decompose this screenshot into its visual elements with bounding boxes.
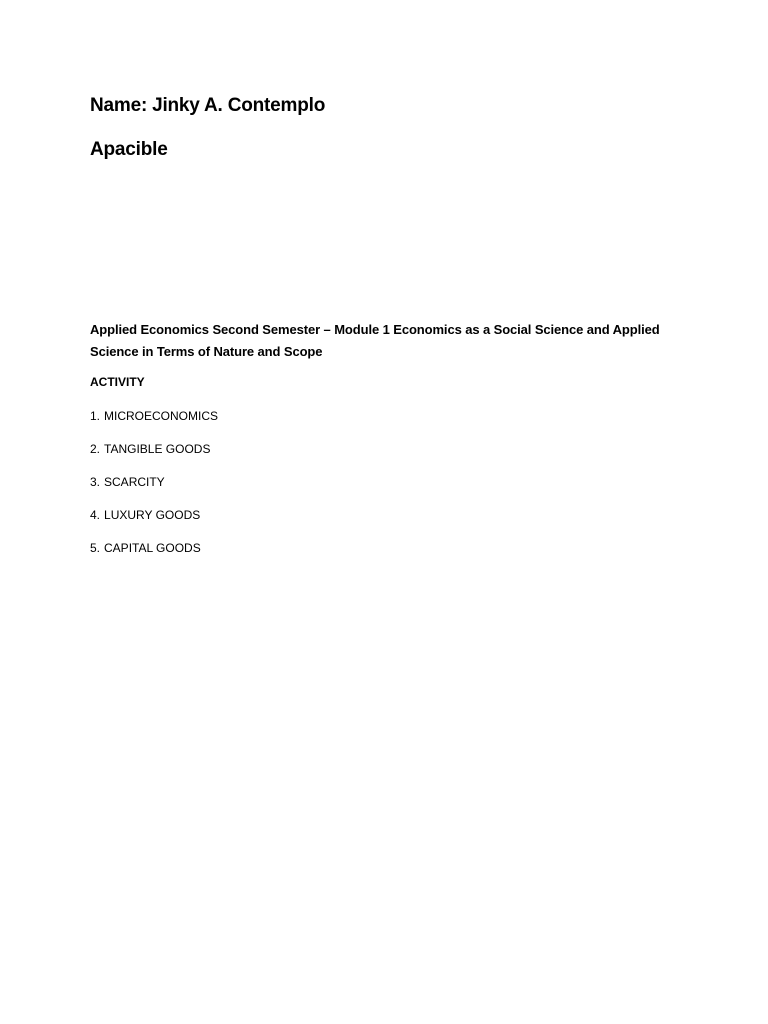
activity-item-text: LUXURY GOODS [104,508,201,522]
activity-list [90,408,218,573]
activity-item-text: CAPITAL GOODS [104,541,201,555]
name-label: Name: [90,95,148,116]
activity-item-text: TANGIBLE GOODS [104,442,211,456]
activity-item-number: 2. [90,442,101,456]
student-name-heading [90,95,325,117]
activity-item-text: SCARCITY [104,475,165,489]
activity-item [90,507,218,540]
activity-item [90,441,218,474]
module-title: Applied Economics Second Semester – Module 1 Economics as a Social Science and Applied Science in Terms of Nature and Scope [90,322,660,359]
activity-item [90,540,218,573]
activity-item [90,474,218,507]
activity-item-number: 3. [90,475,101,489]
activity-item [90,408,218,441]
student-surname-heading: Apacible [90,139,168,160]
activity-label: ACTIVITY [90,375,145,389]
activity-item-number: 5. [90,541,101,555]
student-name: Jinky A. Contemplo [152,95,326,116]
activity-item-text: MICROECONOMICS [104,409,219,423]
activity-item-number: 4. [90,508,101,522]
activity-item-number: 1. [90,409,101,423]
